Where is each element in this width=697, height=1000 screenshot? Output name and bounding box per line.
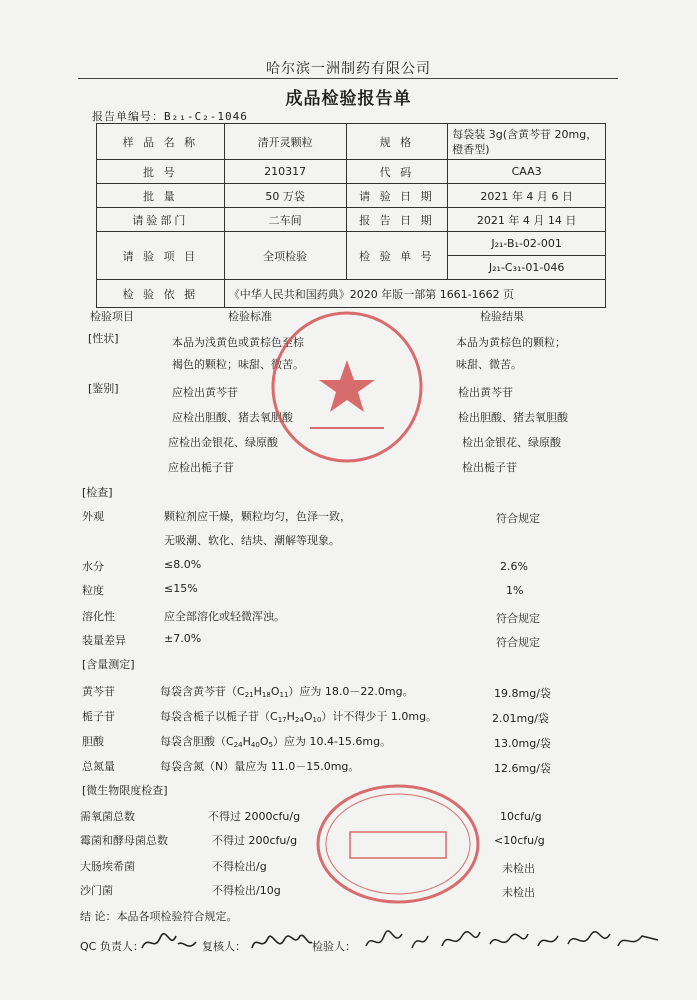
mold-label: 霉菌和酵母菌总数 (80, 834, 168, 847)
fill-std: ±7.0% (164, 632, 202, 645)
cholic-sub-1: 24 (233, 741, 243, 749)
conclusion (80, 908, 238, 924)
baicalin-res: 19.8mg/袋 (494, 687, 551, 700)
spec-line-1: 每袋装 3g(含黄芩苷 20mg， (452, 127, 598, 141)
conclusion-label: 结 论： (80, 910, 117, 923)
geniposide-std (160, 708, 437, 724)
ident-res-3: 检出金银花、绿原酸 (462, 436, 561, 449)
section-assay: [含量测定] (82, 658, 135, 671)
items-value: 全项检验 (224, 232, 346, 280)
baicalin-std-d: ）应为 18.0－22.0mg。 (288, 685, 414, 698)
product-name: 清开灵颗粒 (224, 124, 346, 160)
mold-res: <10cfu/g (494, 834, 545, 847)
particle-res: 1% (506, 584, 524, 597)
character-std-2: 褐色的颗粒；味甜、微苦。 (172, 358, 304, 371)
request-date: 2021 年 4 月 6 日 (448, 184, 606, 208)
baicalin-sub-1: 21 (244, 691, 254, 699)
report-date: 2021 年 4 月 14 日 (448, 208, 606, 232)
inspection-seal (268, 308, 426, 466)
section-microbial: [微生物限度检查] (82, 784, 168, 797)
section-identification: [鉴别] (88, 382, 119, 395)
baicalin-std-c: O (270, 685, 280, 698)
ident-res-4: 检出栀子苷 (462, 461, 517, 474)
geniposide-res: 2.01mg/袋 (492, 712, 549, 725)
quantity-label: 批 量 (97, 184, 225, 208)
geniposide-label: 栀子苷 (82, 710, 115, 723)
character-res-2: 味甜、微苦。 (456, 358, 522, 371)
batch-label: 批 号 (97, 160, 225, 184)
column-standard: 检验标准 (228, 310, 272, 323)
solubility-std: 应全部溶化或轻微浑浊。 (164, 610, 285, 623)
geniposide-std-b: H (286, 710, 295, 723)
salmonella-std: 不得检出/10g (212, 884, 281, 897)
review-label: 复核人： (202, 940, 246, 953)
ecoli-label: 大肠埃希菌 (80, 860, 135, 873)
basis-label: 检 验 依 据 (97, 280, 225, 308)
baicalin-sub-3: 11 (279, 691, 289, 699)
cholic-std (160, 733, 391, 749)
geniposide-sub-2: 24 (294, 716, 304, 724)
request-date-label: 请 验 日 期 (346, 184, 448, 208)
geniposide-std-d: ）计不得少于 1.0mg。 (321, 710, 438, 723)
code-label: 代 码 (346, 160, 448, 184)
aerobic-label: 需氧菌总数 (80, 810, 135, 823)
appearance-label: 外观 (82, 510, 104, 523)
cholic-std-d: ）应为 10.4-15.6mg。 (272, 735, 392, 748)
nitrogen-std: 每袋含氮（N）量应为 11.0－15.0mg。 (160, 760, 360, 773)
solubility-label: 溶化性 (82, 610, 115, 623)
cholic-std-a: 每袋含胆酸（C (160, 735, 234, 748)
qc-signature (140, 930, 200, 956)
review-signature (250, 928, 314, 956)
basis-value: 《中华人民共和国药典》2020 年版一部第 1661-1662 页 (224, 280, 605, 308)
fill-label: 装量差异 (82, 634, 126, 647)
ident-std-3: 应检出金银花、绿原酸 (168, 436, 278, 449)
baicalin-sub-2: 18 (261, 691, 271, 699)
report-title: 成品检验报告单 (285, 89, 412, 109)
baicalin-std (160, 683, 414, 699)
nitrogen-label: 总氮量 (82, 760, 115, 773)
column-item: 检验项目 (90, 310, 134, 323)
batch-value: 210317 (224, 160, 346, 184)
check-number-1: J₂₁-B₁-02-001 (448, 232, 606, 256)
appearance-std-2: 无吸潮、软化、结块、潮解等现象。 (164, 534, 340, 547)
report-number-value: B₂₁-C₂-1046 (164, 110, 248, 123)
check-number-2: J₂₁-C₃₁-01-046 (448, 256, 606, 280)
geniposide-std-c: O (303, 710, 313, 723)
spec-line-2: 橙香型) (452, 142, 490, 156)
moisture-std: ≤8.0% (164, 558, 202, 571)
particle-label: 粒度 (82, 584, 104, 597)
aerobic-std: 不得过 2000cfu/g (208, 810, 301, 823)
inspector-label: 检验人： (312, 940, 356, 953)
ident-res-2: 检出胆酸、猪去氧胆酸 (458, 411, 568, 424)
conclusion-text: 本品各项检验符合规定。 (116, 910, 238, 923)
solubility-res: 符合规定 (496, 612, 540, 625)
ident-res-1: 检出黄芩苷 (458, 386, 513, 399)
company-name: 哈尔滨一洲制药有限公司 (266, 61, 431, 77)
baicalin-std-a: 每袋含黄芩苷（C (160, 685, 245, 698)
section-character: [性状] (88, 332, 119, 345)
ident-std-1: 应检出黄芩苷 (172, 386, 238, 399)
particle-std: ≤15% (164, 582, 198, 595)
ecoli-std: 不得检出/g (212, 860, 267, 873)
qc-label: QC 负责人： (80, 940, 144, 953)
items-label: 请 验 项 目 (97, 232, 225, 280)
cholic-label: 胆酸 (82, 735, 104, 748)
inspector-signatures (362, 926, 662, 956)
baicalin-std-b: H (253, 685, 262, 698)
check-number-label: 检 验 单 号 (346, 232, 448, 280)
fill-res: 符合规定 (496, 636, 540, 649)
spec-label: 规 格 (346, 124, 448, 160)
character-res-1: 本品为黄棕色的颗粒； (456, 336, 566, 349)
department-label: 请验部门 (97, 208, 225, 232)
report-number-label: 报告单编号： (92, 110, 164, 123)
geniposide-sub-1: 17 (277, 716, 287, 724)
report-date-label: 报 告 日 期 (346, 208, 448, 232)
appearance-std-1: 颗粒剂应干燥，颗粒均匀，色泽一致， (164, 510, 351, 523)
salmonella-res: 未检出 (502, 886, 535, 899)
cholic-sub-2: 40 (250, 741, 260, 749)
nitrogen-res: 12.6mg/袋 (494, 762, 551, 775)
aerobic-res: 10cfu/g (500, 810, 542, 823)
cholic-res: 13.0mg/袋 (494, 737, 551, 750)
moisture-label: 水分 (82, 560, 104, 573)
quantity-value: 50 万袋 (224, 184, 346, 208)
column-result: 检验结果 (480, 310, 524, 323)
moisture-res: 2.6% (500, 560, 528, 573)
geniposide-std-a: 每袋含栀子以栀子苷（C (160, 710, 278, 723)
appearance-res: 符合规定 (496, 512, 540, 525)
baicalin-label: 黄芩苷 (82, 685, 115, 698)
report-number (92, 108, 248, 124)
ident-std-4: 应检出栀子苷 (168, 461, 234, 474)
cholic-std-c: O (259, 735, 269, 748)
quality-seal (314, 782, 482, 906)
geniposide-sub-3: 10 (312, 716, 322, 724)
section-inspection: [检查] (82, 486, 113, 499)
cholic-std-b: H (242, 735, 251, 748)
cholic-sub-3: 5 (268, 741, 273, 749)
header-divider (78, 78, 618, 79)
mold-std: 不得过 200cfu/g (212, 834, 298, 847)
spec-value (448, 124, 606, 160)
product-name-label: 样 品 名 称 (97, 124, 225, 160)
ecoli-res: 未检出 (502, 862, 535, 875)
salmonella-label: 沙门菌 (80, 884, 113, 897)
character-std-1: 本品为浅黄色或黄棕色至棕 (172, 336, 304, 349)
code-value: CAA3 (448, 160, 606, 184)
department-value: 二车间 (224, 208, 346, 232)
ident-std-2: 应检出胆酸、猪去氧胆酸 (172, 411, 293, 424)
info-table (96, 123, 606, 308)
